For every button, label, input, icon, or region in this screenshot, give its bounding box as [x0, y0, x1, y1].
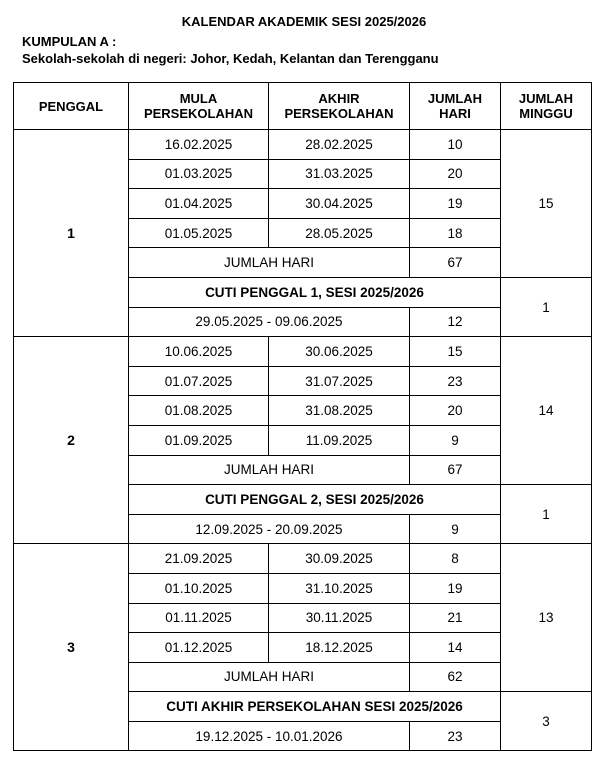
mula-date: 01.10.2025: [129, 573, 269, 603]
jumlah-hari: 9: [410, 425, 501, 455]
cuti-title: CUTI PENGGAL 1, SESI 2025/2026: [129, 277, 501, 307]
mula-date: 01.07.2025: [129, 366, 269, 396]
akhir-date: 28.02.2025: [269, 130, 410, 160]
cuti-minggu: 3: [501, 692, 592, 751]
mula-date: 01.03.2025: [129, 159, 269, 189]
akhir-date: 11.09.2025: [269, 425, 410, 455]
jumlah-minggu: 14: [501, 337, 592, 485]
header-jumlah-minggu: JUMLAH MINGGU: [501, 83, 592, 130]
akhir-date: 18.12.2025: [269, 633, 410, 663]
table-row: [14, 544, 592, 574]
jumlah-minggu: 15: [501, 130, 592, 278]
cuti-minggu: 1: [501, 277, 592, 336]
header-mula: MULA PERSEKOLAHAN: [129, 83, 269, 130]
mula-date: 01.11.2025: [129, 603, 269, 633]
penggal-number: 1: [14, 130, 129, 337]
header-row: [14, 83, 592, 130]
jumlah-hari-label: JUMLAH HARI: [129, 248, 410, 278]
cuti-range: 12.09.2025 - 20.09.2025: [129, 514, 410, 544]
cuti-range: 19.12.2025 - 10.01.2026: [129, 721, 410, 751]
jumlah-hari: 8: [410, 544, 501, 574]
akhir-date: 30.11.2025: [269, 603, 410, 633]
cuti-hari: 9: [410, 514, 501, 544]
jumlah-hari: 20: [410, 396, 501, 426]
penggal-number: 2: [14, 337, 129, 544]
academic-calendar-table: [13, 82, 592, 751]
jumlah-hari: 18: [410, 218, 501, 248]
jumlah-hari-label: JUMLAH HARI: [129, 662, 410, 692]
jumlah-hari-total: 62: [410, 662, 501, 692]
jumlah-hari: 19: [410, 189, 501, 219]
akhir-date: 30.09.2025: [269, 544, 410, 574]
header-penggal: PENGGAL: [14, 83, 129, 130]
akhir-date: 31.08.2025: [269, 396, 410, 426]
penggal-number: 3: [14, 544, 129, 751]
group-states: Sekolah-sekolah di negeri: Johor, Kedah, Kelantan dan Terengganu: [22, 51, 439, 66]
mula-date: 01.12.2025: [129, 633, 269, 663]
group-name: KUMPULAN A :: [22, 34, 117, 49]
mula-date: 16.02.2025: [129, 130, 269, 160]
group-block: [22, 33, 439, 67]
cuti-hari: 12: [410, 307, 501, 337]
cuti-title: CUTI PENGGAL 2, SESI 2025/2026: [129, 485, 501, 515]
cuti-minggu: 1: [501, 485, 592, 544]
jumlah-hari-total: 67: [410, 455, 501, 485]
jumlah-hari: 14: [410, 633, 501, 663]
table-row: [14, 337, 592, 367]
cuti-range: 29.05.2025 - 09.06.2025: [129, 307, 410, 337]
jumlah-hari: 19: [410, 573, 501, 603]
mula-date: 21.09.2025: [129, 544, 269, 574]
jumlah-minggu: 13: [501, 544, 592, 692]
table-row: [14, 130, 592, 160]
akhir-date: 31.03.2025: [269, 159, 410, 189]
document-title: KALENDAR AKADEMIK SESI 2025/2026: [181, 14, 427, 29]
mula-date: 01.04.2025: [129, 189, 269, 219]
jumlah-hari: 15: [410, 337, 501, 367]
mula-date: 10.06.2025: [129, 337, 269, 367]
jumlah-hari: 21: [410, 603, 501, 633]
akhir-date: 28.05.2025: [269, 218, 410, 248]
cuti-hari: 23: [410, 721, 501, 751]
mula-date: 01.09.2025: [129, 425, 269, 455]
cuti-title: CUTI AKHIR PERSEKOLAHAN SESI 2025/2026: [129, 692, 501, 722]
akhir-date: 30.06.2025: [269, 337, 410, 367]
jumlah-hari: 10: [410, 130, 501, 160]
akhir-date: 31.10.2025: [269, 573, 410, 603]
jumlah-hari: 20: [410, 159, 501, 189]
header-jumlah-hari: JUMLAH HARI: [410, 83, 501, 130]
header-akhir: AKHIR PERSEKOLAHAN: [269, 83, 410, 130]
jumlah-hari: 23: [410, 366, 501, 396]
jumlah-hari-total: 67: [410, 248, 501, 278]
mula-date: 01.08.2025: [129, 396, 269, 426]
akhir-date: 30.04.2025: [269, 189, 410, 219]
jumlah-hari-label: JUMLAH HARI: [129, 455, 410, 485]
akhir-date: 31.07.2025: [269, 366, 410, 396]
mula-date: 01.05.2025: [129, 218, 269, 248]
